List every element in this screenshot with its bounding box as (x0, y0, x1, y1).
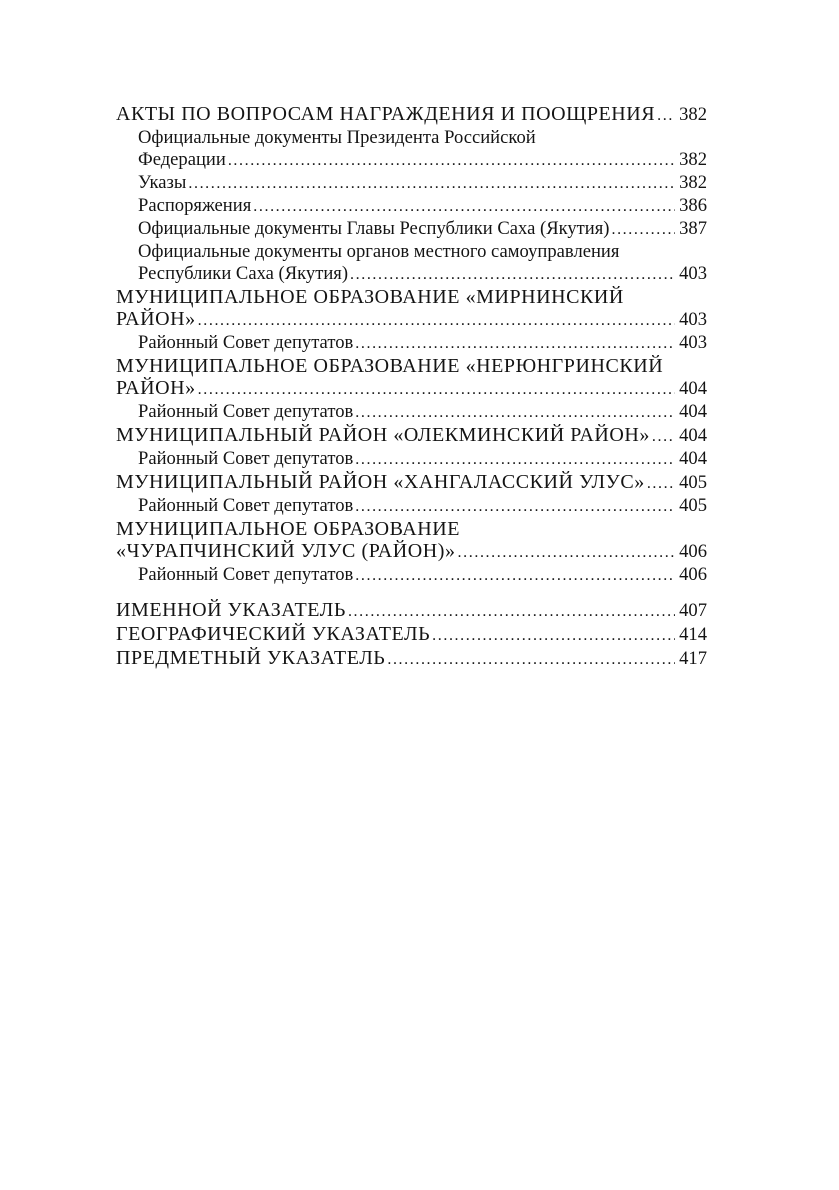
toc-entry-page-number: 404 (679, 401, 707, 422)
toc-entry-page-number: 405 (679, 472, 707, 493)
toc-entry (116, 448, 707, 471)
toc-entry (116, 564, 707, 587)
dot-leader (228, 150, 675, 172)
toc-entry-page-number: 407 (679, 600, 707, 621)
toc-entry-line (138, 149, 707, 172)
toc-entry-title: ГЕОГРАФИЧЕСКИЙ УКАЗАТЕЛЬ (116, 623, 431, 645)
toc-entry-line (116, 471, 707, 495)
toc-entry (116, 286, 707, 332)
toc-entry-line (138, 172, 707, 195)
toc-entry-line (116, 377, 707, 401)
toc-entry-line (116, 308, 707, 332)
table-of-contents (116, 103, 707, 671)
toc-entry-line (116, 540, 707, 564)
toc-entry (116, 518, 707, 564)
toc-entry-line (116, 103, 707, 127)
toc-entry-line (138, 195, 707, 218)
dot-leader (355, 565, 675, 587)
toc-entry (116, 495, 707, 518)
toc-entry (116, 599, 707, 623)
toc-entry-page-number: 404 (679, 448, 707, 469)
toc-entry-title: ПРЕДМЕТНЫЙ УКАЗАТЕЛЬ (116, 647, 386, 669)
toc-entry-title: Районный Совет депутатов (138, 564, 354, 585)
toc-entry (116, 103, 707, 127)
toc-entry (116, 424, 707, 448)
dot-leader (611, 219, 675, 241)
toc-entry-page-number: 403 (679, 332, 707, 353)
dot-leader (647, 473, 675, 495)
toc-entry-page-number: 403 (679, 263, 707, 284)
toc-entry-title: АКТЫ ПО ВОПРОСАМ НАГРАЖДЕНИЯ И ПООЩРЕНИЯ (116, 103, 656, 125)
toc-entry-line (138, 218, 707, 241)
dot-leader (387, 649, 675, 671)
toc-entry (116, 332, 707, 355)
toc-entry-page-number: 382 (679, 172, 707, 193)
dot-leader (657, 105, 675, 127)
dot-leader (348, 601, 675, 623)
toc-entry-title: Районный Совет депутатов (138, 495, 354, 516)
dot-leader (350, 264, 675, 286)
toc-entry (116, 172, 707, 195)
dot-leader (253, 196, 675, 218)
toc-entry-title-first-line: МУНИЦИПАЛЬНОЕ ОБРАЗОВАНИЕ (116, 518, 461, 540)
toc-entry-title: Распоряжения (138, 195, 252, 216)
toc-entry-title: Официальные документы Главы Республики Саха (Якутия) (138, 218, 610, 239)
toc-entry-title: Республики Саха (Якутия) (138, 263, 349, 284)
toc-entry-title: РАЙОН» (116, 377, 196, 399)
toc-entry-page-number: 387 (679, 218, 707, 239)
toc-entry-line (138, 401, 707, 424)
dot-leader (198, 310, 675, 332)
toc-entry (116, 218, 707, 241)
dot-leader (355, 333, 675, 355)
dot-leader (652, 426, 675, 448)
toc-entry-title: МУНИЦИПАЛЬНЫЙ РАЙОН «ОЛЕКМИНСКИЙ РАЙОН» (116, 424, 650, 446)
toc-entry-page-number: 382 (679, 149, 707, 170)
toc-entry-line (116, 599, 707, 623)
dot-leader (355, 449, 675, 471)
dot-leader (432, 625, 675, 647)
dot-leader (355, 496, 675, 518)
toc-entry (116, 195, 707, 218)
toc-entry-line (138, 448, 707, 471)
toc-entry-title: Указы (138, 172, 187, 193)
toc-entry (116, 647, 707, 671)
toc-entry-title: ИМЕННОЙ УКАЗАТЕЛЬ (116, 599, 346, 621)
toc-entry (116, 401, 707, 424)
toc-entry-page-number: 386 (679, 195, 707, 216)
toc-entry (116, 623, 707, 647)
toc-entry-page-number: 404 (679, 425, 707, 446)
toc-entry-title: «ЧУРАПЧИНСКИЙ УЛУС (РАЙОН)» (116, 540, 456, 562)
toc-entry-title-first-line: Официальные документы органов местного самоуправления (138, 241, 620, 262)
toc-entry (116, 355, 707, 401)
toc-entry (116, 127, 707, 172)
toc-entry-title-first-line: МУНИЦИПАЛЬНОЕ ОБРАЗОВАНИЕ «НЕРЮНГРИНСКИЙ (116, 355, 664, 377)
toc-entry-title: МУНИЦИПАЛЬНЫЙ РАЙОН «ХАНГАЛАССКИЙ УЛУС» (116, 471, 645, 493)
toc-entry-title: Районный Совет депутатов (138, 401, 354, 422)
toc-entry-line (138, 263, 707, 286)
toc-entry (116, 241, 707, 286)
toc-entry-line (116, 424, 707, 448)
toc-entry-title: Районный Совет депутатов (138, 332, 354, 353)
toc-entry-page-number: 406 (679, 541, 707, 562)
toc-entry (116, 471, 707, 495)
toc-entry-line (138, 495, 707, 518)
toc-entry-title: Федерации (138, 149, 226, 170)
toc-entry-title-first-line: МУНИЦИПАЛЬНОЕ ОБРАЗОВАНИЕ «МИРНИНСКИЙ (116, 286, 624, 308)
dot-leader (188, 173, 675, 195)
toc-entry-page-number: 414 (679, 624, 707, 645)
dot-leader (198, 379, 675, 401)
dot-leader (355, 402, 675, 424)
dot-leader (458, 542, 676, 564)
toc-entry-line (116, 647, 707, 671)
toc-entry-title: Районный Совет депутатов (138, 448, 354, 469)
toc-entry-page-number: 382 (679, 104, 707, 125)
toc-entry-line (138, 564, 707, 587)
toc-entry-page-number: 403 (679, 309, 707, 330)
toc-entry-line (138, 332, 707, 355)
toc-entry-line (116, 623, 707, 647)
toc-entry-page-number: 406 (679, 564, 707, 585)
toc-entry-title-first-line: Официальные документы Президента Российской (138, 127, 536, 148)
toc-entry-page-number: 417 (679, 648, 707, 669)
toc-entry-title: РАЙОН» (116, 308, 196, 330)
toc-entry-page-number: 404 (679, 378, 707, 399)
toc-entry-page-number: 405 (679, 495, 707, 516)
